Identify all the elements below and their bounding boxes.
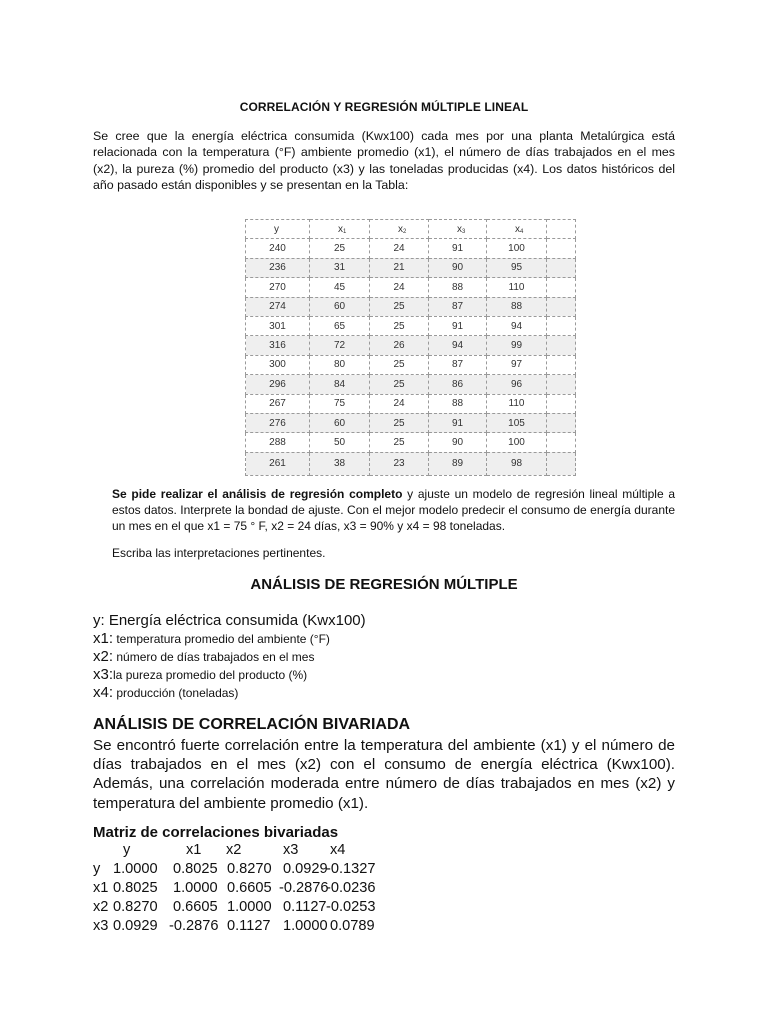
- matrix-value: 1.0000: [113, 861, 158, 877]
- table-row: [246, 278, 576, 297]
- table-row: [246, 375, 576, 394]
- task-note: Escriba las interpretaciones pertinentes.: [112, 546, 326, 560]
- matrix-value: 0.0929: [113, 918, 158, 934]
- table-cell: 89: [429, 452, 487, 475]
- table-cell: 24: [370, 278, 429, 297]
- table-cell: 25: [370, 355, 429, 374]
- correlation-heading: ANÁLISIS DE CORRELACIÓN BIVARIADA: [93, 716, 411, 733]
- correlation-paragraph: Se encontró fuerte correlación entre la temperatura del ambiente (x1) y el número de días trabajados en el mes (x2) con el consumo de energía eléctrica (Kwx100). Además, una correlación moderada entre número de días trabajados en mes (x2) y temperatura del ambiente promedio (x1).: [93, 737, 675, 812]
- header-x1: x1: [310, 220, 370, 239]
- table-cell: 31: [310, 258, 370, 277]
- table-cell: 45: [310, 278, 370, 297]
- matrix-value: 0.8270: [113, 899, 158, 915]
- matrix-row: [93, 861, 376, 880]
- table-cell: 276: [246, 413, 310, 432]
- table-cell: 50: [310, 433, 370, 452]
- header-x3: x3: [429, 220, 487, 239]
- definition-x3: x3:la pureza promedio del producto (%): [93, 666, 308, 683]
- matrix-value: 0.6605: [173, 899, 218, 915]
- intro-paragraph: Se cree que la energía eléctrica consumida (Kwx100) cada mes por una planta Metalúrgica está relacionada con la temperatura (°F) ambiente promedio (x1), el número de días trabajados en el mes (x2), la pureza (%) promedio del producto (x3) y las toneladas producidas (x4). Los datos históricos del año pasado están disponibles y se presentan en la Tabla:: [93, 129, 675, 192]
- table-cell: 91: [429, 413, 487, 432]
- table-row: [246, 413, 576, 432]
- table-cell: 100: [487, 433, 547, 452]
- header-x4: x4: [487, 220, 547, 239]
- table-cell: 94: [487, 316, 547, 335]
- table-cell-empty: [547, 452, 576, 475]
- matrix-value: 0.0789: [330, 918, 375, 934]
- table-cell: 94: [429, 336, 487, 355]
- table-cell: 270: [246, 278, 310, 297]
- table-cell-empty: [547, 336, 576, 355]
- table-row: [246, 394, 576, 413]
- matrix-col-x4: x4: [330, 842, 346, 858]
- table-cell: 24: [370, 394, 429, 413]
- table-cell: 105: [487, 413, 547, 432]
- table-cell: 25: [370, 375, 429, 394]
- table-cell: 25: [370, 316, 429, 335]
- matrix-row-label: x1: [93, 880, 109, 896]
- table-cell: 99: [487, 336, 547, 355]
- table-cell: 80: [310, 355, 370, 374]
- table-cell: 98: [487, 452, 547, 475]
- table-cell: 91: [429, 316, 487, 335]
- table-row: [246, 316, 576, 335]
- table-cell-empty: [547, 413, 576, 432]
- table-cell: 110: [487, 394, 547, 413]
- table-cell: 316: [246, 336, 310, 355]
- table-cell: 25: [310, 239, 370, 258]
- matrix-col-x2: x2: [226, 842, 242, 858]
- table-row: [246, 297, 576, 316]
- matrix-col-x1: x1: [186, 842, 202, 858]
- table-cell: 240: [246, 239, 310, 258]
- table-row: [246, 258, 576, 277]
- data-table: [245, 219, 576, 476]
- table-cell: 88: [429, 278, 487, 297]
- table-cell: 60: [310, 297, 370, 316]
- table-cell-empty: [547, 355, 576, 374]
- matrix-value: 0.8025: [113, 880, 158, 896]
- table-row: [246, 433, 576, 452]
- table-cell: 24: [370, 239, 429, 258]
- table-cell-empty: [547, 297, 576, 316]
- table-cell: 88: [487, 297, 547, 316]
- matrix-value: -0.2876: [279, 880, 329, 896]
- variable-definitions: [93, 612, 366, 702]
- table-cell: 25: [370, 433, 429, 452]
- table-cell: 274: [246, 297, 310, 316]
- document-title: CORRELACIÓN Y REGRESIÓN MÚLTIPLE LINEAL: [239, 100, 529, 114]
- table-cell: 84: [310, 375, 370, 394]
- table-cell-empty: [547, 239, 576, 258]
- table-cell: 91: [429, 239, 487, 258]
- table-cell: 23: [370, 452, 429, 475]
- table-cell: 97: [487, 355, 547, 374]
- table-header-row: [246, 220, 576, 239]
- matrix-value: -0.0253: [326, 899, 376, 915]
- table-cell: 100: [487, 239, 547, 258]
- table-cell-empty: [547, 278, 576, 297]
- table-cell: 87: [429, 297, 487, 316]
- table-cell: 296: [246, 375, 310, 394]
- table-row: [246, 239, 576, 258]
- table-cell: 65: [310, 316, 370, 335]
- matrix-value: -0.1327: [326, 861, 376, 877]
- header-x2: x2: [370, 220, 429, 239]
- task-bold-text: Se pide realizar el análisis de regresión completo: [112, 487, 403, 501]
- table-cell: 21: [370, 258, 429, 277]
- matrix-value: 1.0000: [227, 899, 272, 915]
- correlation-matrix: [93, 842, 376, 937]
- matrix-row-label: x3: [93, 918, 109, 934]
- matrix-row: [93, 918, 375, 937]
- table-cell: 75: [310, 394, 370, 413]
- matrix-row: [93, 880, 376, 899]
- header-y: y: [246, 220, 310, 239]
- definition-x4: x4: producción (toneladas): [93, 684, 239, 701]
- table-body: [246, 239, 576, 475]
- matrix-value: 0.8270: [227, 861, 272, 877]
- table-cell: 288: [246, 433, 310, 452]
- matrix-col-y: y: [123, 842, 131, 858]
- analysis-heading: ANÁLISIS DE REGRESIÓN MÚLTIPLE: [250, 576, 518, 593]
- definition-x2: x2: número de días trabajados en el mes: [93, 648, 315, 665]
- matrix-value: 1.0000: [283, 918, 328, 934]
- matrix-value: 0.0929: [283, 861, 328, 877]
- matrix-value: -0.0236: [326, 880, 376, 896]
- table-cell: 87: [429, 355, 487, 374]
- header-empty: [547, 220, 576, 239]
- matrix-row-label: y: [93, 861, 101, 877]
- matrix-value: 0.1127: [283, 899, 327, 915]
- table-cell: 236: [246, 258, 310, 277]
- matrix-value: 0.8025: [173, 861, 218, 877]
- table-cell: 267: [246, 394, 310, 413]
- table-cell-empty: [547, 433, 576, 452]
- task-rest-text: y ajuste un modelo de regresión lineal múltiple a estos datos. Interprete la bondad de ajuste. Con el mejor modelo predecir el consumo de energía durante un mes en el que x1 = 75 ° F, x2 = 24 días, x3 = 90% y x4 = 98 toneladas.: [112, 487, 675, 533]
- matrix-value: -0.2876: [169, 918, 219, 934]
- table-cell: 38: [310, 452, 370, 475]
- table-cell-empty: [547, 394, 576, 413]
- table-cell: 72: [310, 336, 370, 355]
- definition-y: y: Energía eléctrica consumida (Kwx100): [93, 612, 366, 629]
- table-cell-empty: [547, 316, 576, 335]
- matrix-row-label: x2: [93, 899, 109, 915]
- table-cell: 25: [370, 413, 429, 432]
- task-paragraph: [112, 486, 675, 534]
- table-cell: 86: [429, 375, 487, 394]
- table-cell: 96: [487, 375, 547, 394]
- table-cell: 25: [370, 297, 429, 316]
- table-cell-empty: [547, 375, 576, 394]
- table-cell: 95: [487, 258, 547, 277]
- matrix-col-x3: x3: [283, 842, 299, 858]
- table-cell: 88: [429, 394, 487, 413]
- table-cell: 90: [429, 258, 487, 277]
- table-row: [246, 355, 576, 374]
- definition-x1: x1: temperatura promedio del ambiente (°F): [93, 630, 330, 647]
- matrix-heading: Matriz de correlaciones bivariadas: [93, 824, 339, 841]
- table-row: [246, 452, 576, 475]
- matrix-value: 0.6605: [227, 880, 272, 896]
- table-row: [246, 336, 576, 355]
- table-cell: 261: [246, 452, 310, 475]
- table-cell: 90: [429, 433, 487, 452]
- table-cell: 301: [246, 316, 310, 335]
- table-cell: 300: [246, 355, 310, 374]
- matrix-row: [93, 899, 376, 918]
- table-cell-empty: [547, 258, 576, 277]
- matrix-value: 0.1127: [227, 918, 271, 934]
- matrix-header-row: [93, 842, 346, 861]
- matrix-value: 1.0000: [173, 880, 218, 896]
- table-cell: 60: [310, 413, 370, 432]
- matrix-rows: [93, 861, 376, 937]
- table-cell: 110: [487, 278, 547, 297]
- table-cell: 26: [370, 336, 429, 355]
